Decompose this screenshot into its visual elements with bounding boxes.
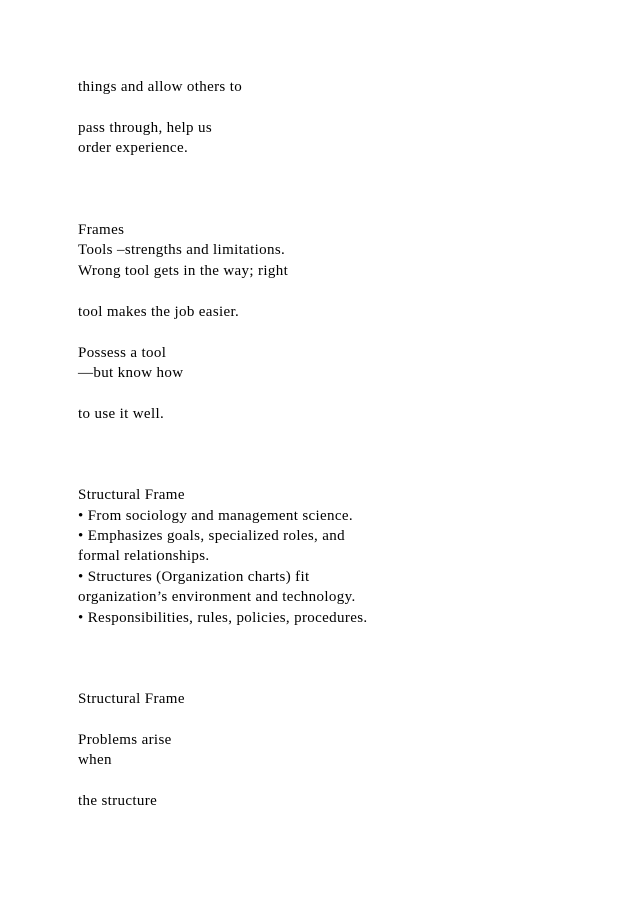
text-line: to use it well. <box>78 406 165 422</box>
text-line: Tools –strengths and limitations. <box>78 242 286 258</box>
section-heading-structural-frame: Structural Frame <box>78 487 185 503</box>
text-line: things and allow others to <box>78 79 243 95</box>
bullet-item: • Emphasizes goals, specialized roles, and <box>78 528 345 544</box>
text-line: Problems arise <box>78 732 172 748</box>
bullet-item: • From sociology and management science. <box>78 508 354 524</box>
text-line: the structure <box>78 793 158 809</box>
text-line: —but know how <box>78 365 184 381</box>
bullet-item: • Responsibilities, rules, policies, procedures. <box>78 610 368 626</box>
text-line: when <box>78 752 112 768</box>
text-line: formal relationships. <box>78 548 210 564</box>
text-line: Possess a tool <box>78 345 167 361</box>
section-heading-frames: Frames <box>78 222 125 238</box>
text-line: Wrong tool gets in the way; right <box>78 263 289 279</box>
text-line: order experience. <box>78 140 189 156</box>
section-heading-structural-frame: Structural Frame <box>78 691 185 707</box>
text-line: pass through, help us <box>78 120 213 136</box>
text-line: organization’s environment and technology. <box>78 589 356 605</box>
text-line: tool makes the job easier. <box>78 304 240 320</box>
bullet-item: • Structures (Organization charts) fit <box>78 569 310 585</box>
